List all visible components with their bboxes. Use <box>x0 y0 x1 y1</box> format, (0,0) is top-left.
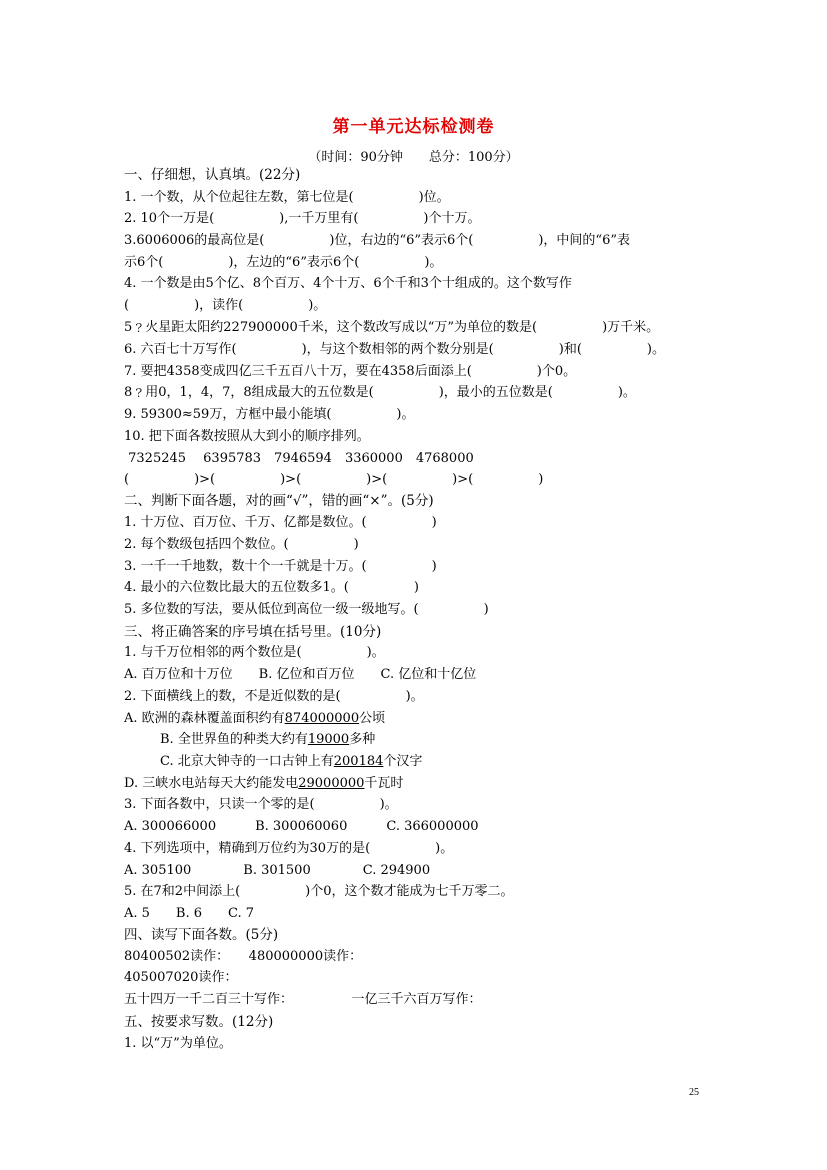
option-b-unit: 多种 <box>349 732 376 747</box>
option-b-underlined-number: 19000 <box>307 732 350 747</box>
question-2-2: 2. 每个数级包括四个数位。( ) <box>124 537 359 552</box>
option-b-text: B. 全世界鱼的种类大约有 <box>160 732 308 747</box>
question-1-4-line-2: ( )，读作( )。 <box>124 298 327 313</box>
question-3-5-options: A. 5 B. 6 C. 7 <box>124 906 255 921</box>
section-2-heading: 二、判断下面各题，对的画“√”，错的画“×”。(5分) <box>124 493 434 509</box>
question-1-8: 8﹖用0，1，4，7，8组成最大的五位数是( )，最小的五位数是( )。 <box>124 385 636 400</box>
question-3-2-option-d <box>124 776 403 792</box>
question-4-row-3: 五十四万一千二百三十写作： 一亿三千六百万写作： <box>124 992 482 1007</box>
page-title: 第一单元达标检测卷 <box>332 117 495 137</box>
question-1-3-line-2: 示6个( )，左边的“6”表示6个( )。 <box>124 255 443 270</box>
option-d-unit: 千瓦时 <box>364 776 404 791</box>
option-d-underlined-number: 29000000 <box>298 776 365 791</box>
question-3-5: 5. 在7和2中间添上( )个0，这个数才能成为七千万零二。 <box>124 884 514 899</box>
question-3-3: 3. 下面各数中，只读一个零的是( )。 <box>124 797 398 812</box>
option-c-unit: 个汉字 <box>383 754 423 769</box>
option-d-text: D. 三峡水电站每天大约能发电 <box>124 776 299 791</box>
section-3-heading: 三、将正确答案的序号填在括号里。(10分) <box>124 624 382 640</box>
question-3-4: 4. 下列选项中，精确到万位约为30万的是( )。 <box>124 841 454 856</box>
question-1-10-blanks: ( )>( )>( )>( )>( ) <box>124 472 544 487</box>
question-1-7: 7. 要把4358变成四亿三千五百八十万，要在4358后面添上( )个0。 <box>124 364 577 379</box>
question-5-1: 1. 以“万”为单位。 <box>124 1036 232 1051</box>
option-c-underlined-number: 200184 <box>333 754 384 769</box>
question-1-1: 1. 一个数，从个位起往左数，第七位是( )位。 <box>124 190 450 205</box>
question-3-2-option-b <box>160 732 375 748</box>
question-1-10: 10. 把下面各数按照从大到小的顺序排列。 <box>124 429 370 444</box>
page-number: 25 <box>689 1087 699 1098</box>
option-a-unit: 公顷 <box>359 711 386 726</box>
section-1-heading: 一、仔细想，认真填。(22分) <box>124 167 301 183</box>
question-4-row-2: 405007020读作： <box>124 970 238 985</box>
question-1-6: 6. 六百七十万写作( )，与这个数相邻的两个数分别是( )和( )。 <box>124 342 665 357</box>
question-3-2-option-a <box>124 711 385 727</box>
question-1-4-line-1: 4. 一个数是由5个亿、8个百万、4个十万、6个千和3个十组成的。这个数写作 <box>124 276 572 291</box>
question-1-2: 2. 10个一万是( ),一千万里有( )个十万。 <box>124 211 481 226</box>
option-a-text: A. 欧洲的森林覆盖面积约有 <box>124 711 285 726</box>
question-3-1: 1. 与千万位相邻的两个数位是( )。 <box>124 645 385 660</box>
question-3-1-options: A. 百万位和十万位 B. 亿位和百万位 C. 亿位和十亿位 <box>124 667 477 682</box>
question-1-9: 9. 59300≈59万，方框中最小能填( )。 <box>124 407 415 422</box>
section-4-heading: 四、读写下面各数。(5分) <box>124 927 279 943</box>
question-2-4: 4. 最小的六位数比最大的五位数多1。( ) <box>124 580 419 595</box>
question-2-5: 5. 多位数的写法，要从低位到高位一级一级地写。( ) <box>124 602 489 617</box>
question-3-3-options: A. 300066000 B. 300060060 C. 366000000 <box>124 819 479 834</box>
section-5-heading: 五、按要求写数。(12分) <box>124 1014 274 1030</box>
question-1-3-line-1: 3.6006006的最高位是( )位，右边的“6”表示6个( )，中间的“6”表 <box>124 233 630 248</box>
question-4-row-1: 80400502读作： 480000000读作： <box>124 949 363 964</box>
exam-info: （时间：90分钟 总分：100分） <box>308 150 519 165</box>
question-3-2: 2. 下面横线上的数，不是近似数的是( )。 <box>124 689 424 704</box>
question-2-1: 1. 十万位、百万位、千万、亿都是数位。( ) <box>124 515 437 530</box>
option-a-underlined-number: 874000000 <box>284 711 360 726</box>
question-2-3: 3. 一千一千地数，数十个一千就是十万。( ) <box>124 559 437 574</box>
question-1-5: 5﹖火星距太阳约227900000千米，这个数改写成以“万”为单位的数是( )万千米。 <box>124 320 660 335</box>
option-c-text: C. 北京大钟寺的一口古钟上有 <box>160 754 334 769</box>
question-1-10-numbers: 7325245 6395783 7946594 3360000 4768000 <box>124 451 474 466</box>
question-3-2-option-c <box>160 754 422 770</box>
question-3-4-options: A. 305100 B. 301500 C. 294900 <box>124 863 431 878</box>
